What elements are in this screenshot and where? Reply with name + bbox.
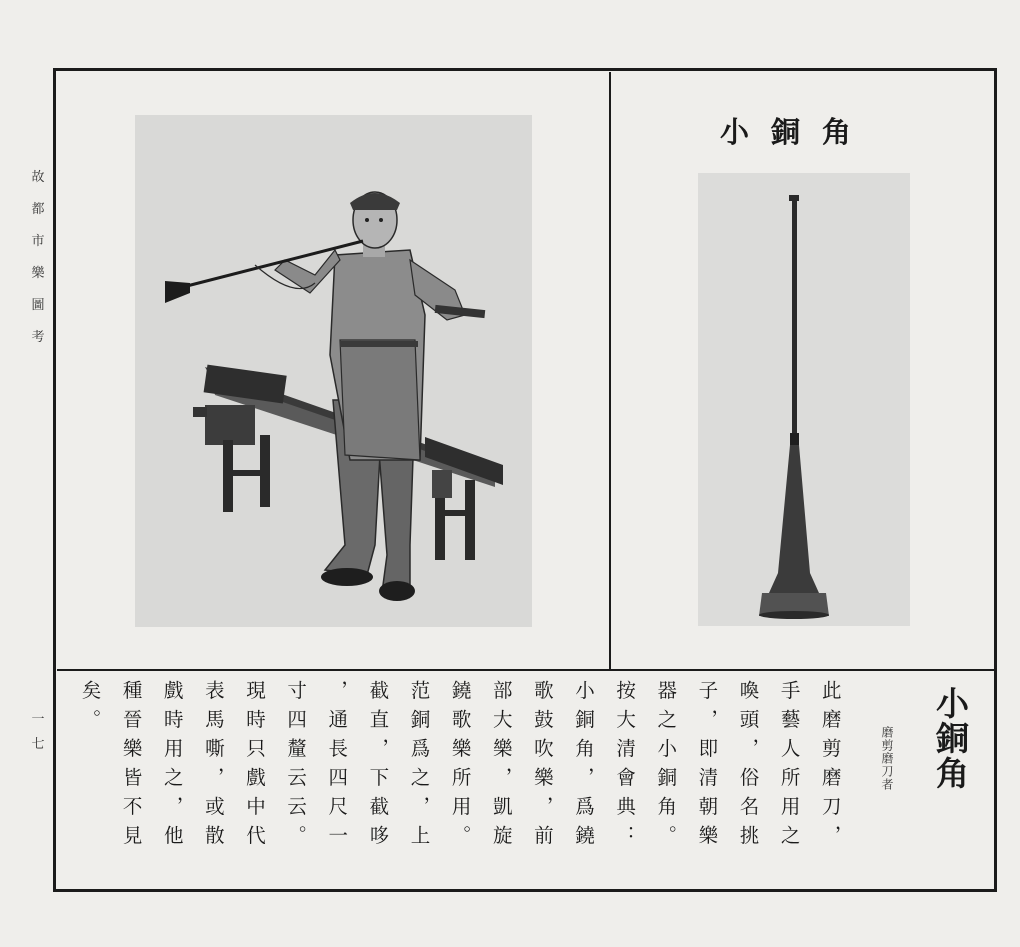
text-column: 喚頭，俗名挑 [736, 680, 760, 854]
text-column: 小銅角，爲鐃 [572, 680, 595, 854]
horn-panel-title: 小銅角 [720, 115, 874, 149]
performer-illustration [135, 115, 532, 627]
side-title-char: 故 [31, 170, 45, 185]
illustration-plate-horn [698, 173, 910, 626]
text-column: 此磨剪磨刀， [818, 680, 842, 854]
text-column: 矣。 [78, 680, 102, 738]
text-column: 部大樂，凱旋 [489, 680, 513, 854]
text-column: 按大清會典： [613, 680, 637, 854]
text-column: ，通長四尺一 [325, 680, 349, 854]
text-column: 戲時用之，他 [160, 680, 184, 854]
side-title-char: 樂 [31, 266, 45, 281]
illustration-plate-performer [135, 115, 532, 627]
text-column: 歌鼓吹樂，前 [530, 680, 554, 854]
vertical-divider [609, 72, 611, 670]
side-title-char: 圖 [31, 298, 45, 313]
text-column: 手藝人所用之 [777, 680, 801, 854]
text-column: 寸四釐云云。 [284, 680, 308, 854]
side-title-char: 都 [31, 202, 45, 217]
horn-illustration [698, 173, 910, 626]
text-column: 種晉樂皆不見 [119, 680, 143, 854]
side-title-char: 考 [31, 330, 45, 345]
text-column: 截直，下截哆 [366, 680, 390, 854]
text-column: 表馬嘶，或散 [201, 680, 225, 854]
side-page-number [30, 708, 46, 752]
entry-subtitle: 磨剪磨刀者 [880, 726, 894, 791]
side-title-char: 市 [31, 234, 45, 249]
entry-title: 小銅角 [931, 686, 970, 791]
horizontal-divider [57, 669, 994, 671]
text-column: 器之小銅角。 [654, 680, 678, 854]
page-number-char: 一 [31, 712, 45, 727]
text-column: 子，即清朝樂 [695, 680, 719, 854]
text-column: 范銅爲之，上 [407, 680, 431, 854]
text-column: 現時只戲中代 [243, 680, 266, 854]
text-column: 鐃歌樂所用。 [448, 680, 472, 854]
page-number-char: 七 [31, 737, 45, 752]
side-book-title [30, 166, 46, 345]
entry-body [80, 680, 840, 880]
